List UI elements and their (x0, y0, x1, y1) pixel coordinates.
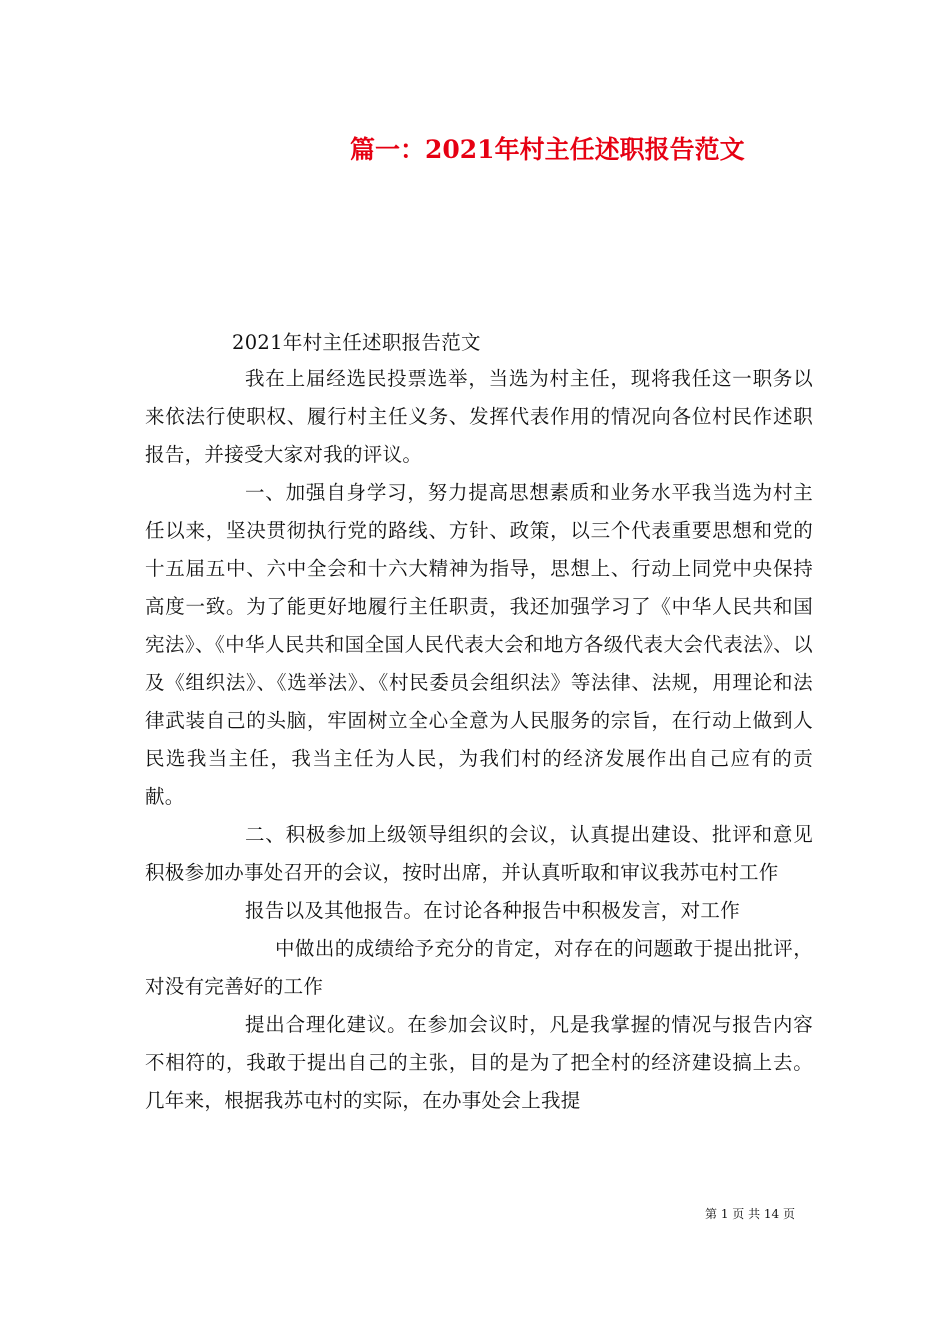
paragraph-continuation-3: 提出合理化建议。在参加会议时，凡是我掌握的情况与报告内容不相符的，我敢于提出自己的主张，目的是为了把全村的经济建设搞上去。几年来，根据我苏屯村的实际，在办事处会上我提 (145, 1013, 813, 1112)
document-title: 篇一：2021年村主任述职报告范文 (350, 135, 745, 164)
page-footer: 第 1 页 共 14 页 (705, 1207, 795, 1221)
paragraph-continuation-1: 报告以及其他报告。在讨论各种报告中积极发言，对工作 (245, 899, 741, 922)
document-body (145, 360, 813, 1120)
paragraph-intro: 我在上届经选民投票选举，当选为村主任，现将我任这一职务以来依法行使职权、履行村主任义务、发挥代表作用的情况向各位村民作述职报告，并接受大家对我的评议。 (145, 367, 813, 466)
paragraph-section-2: 二、积极参加上级领导组织的会议，认真提出建设、批评和意见积极参加办事处召开的会议，按时出席，并认真听取和审议我苏屯村工作 (145, 823, 813, 884)
paragraph-section-1: 一、加强自身学习，努力提高思想素质和业务水平我当选为村主任以来，坚决贯彻执行党的路线、方针、政策，以三个代表重要思想和党的十五届五中、六中全会和十六大精神为指导，思想上、行动上同党中央保持高度一致。为了能更好地履行主任职责，我还加强学习了《中华人民共和国宪法》、《中华人民共和国全国人民代表大会和地方各级代表大会代表法》、以及《组织法》、《选举法》、《村民委员会组织法》等法律、法规，用理论和法律武装自己的头脑，牢固树立全心全意为人民服务的宗旨，在行动上做到人民选我当主任，我当主任为人民，为我们村的经济发展作出自己应有的贡献。 (145, 481, 813, 808)
paragraph-continuation-2: 中做出的成绩给予充分的肯定，对存在的问题敢于提出批评，对没有完善好的工作 (145, 937, 813, 998)
document-subtitle: 2021年村主任述职报告范文 (232, 331, 481, 354)
